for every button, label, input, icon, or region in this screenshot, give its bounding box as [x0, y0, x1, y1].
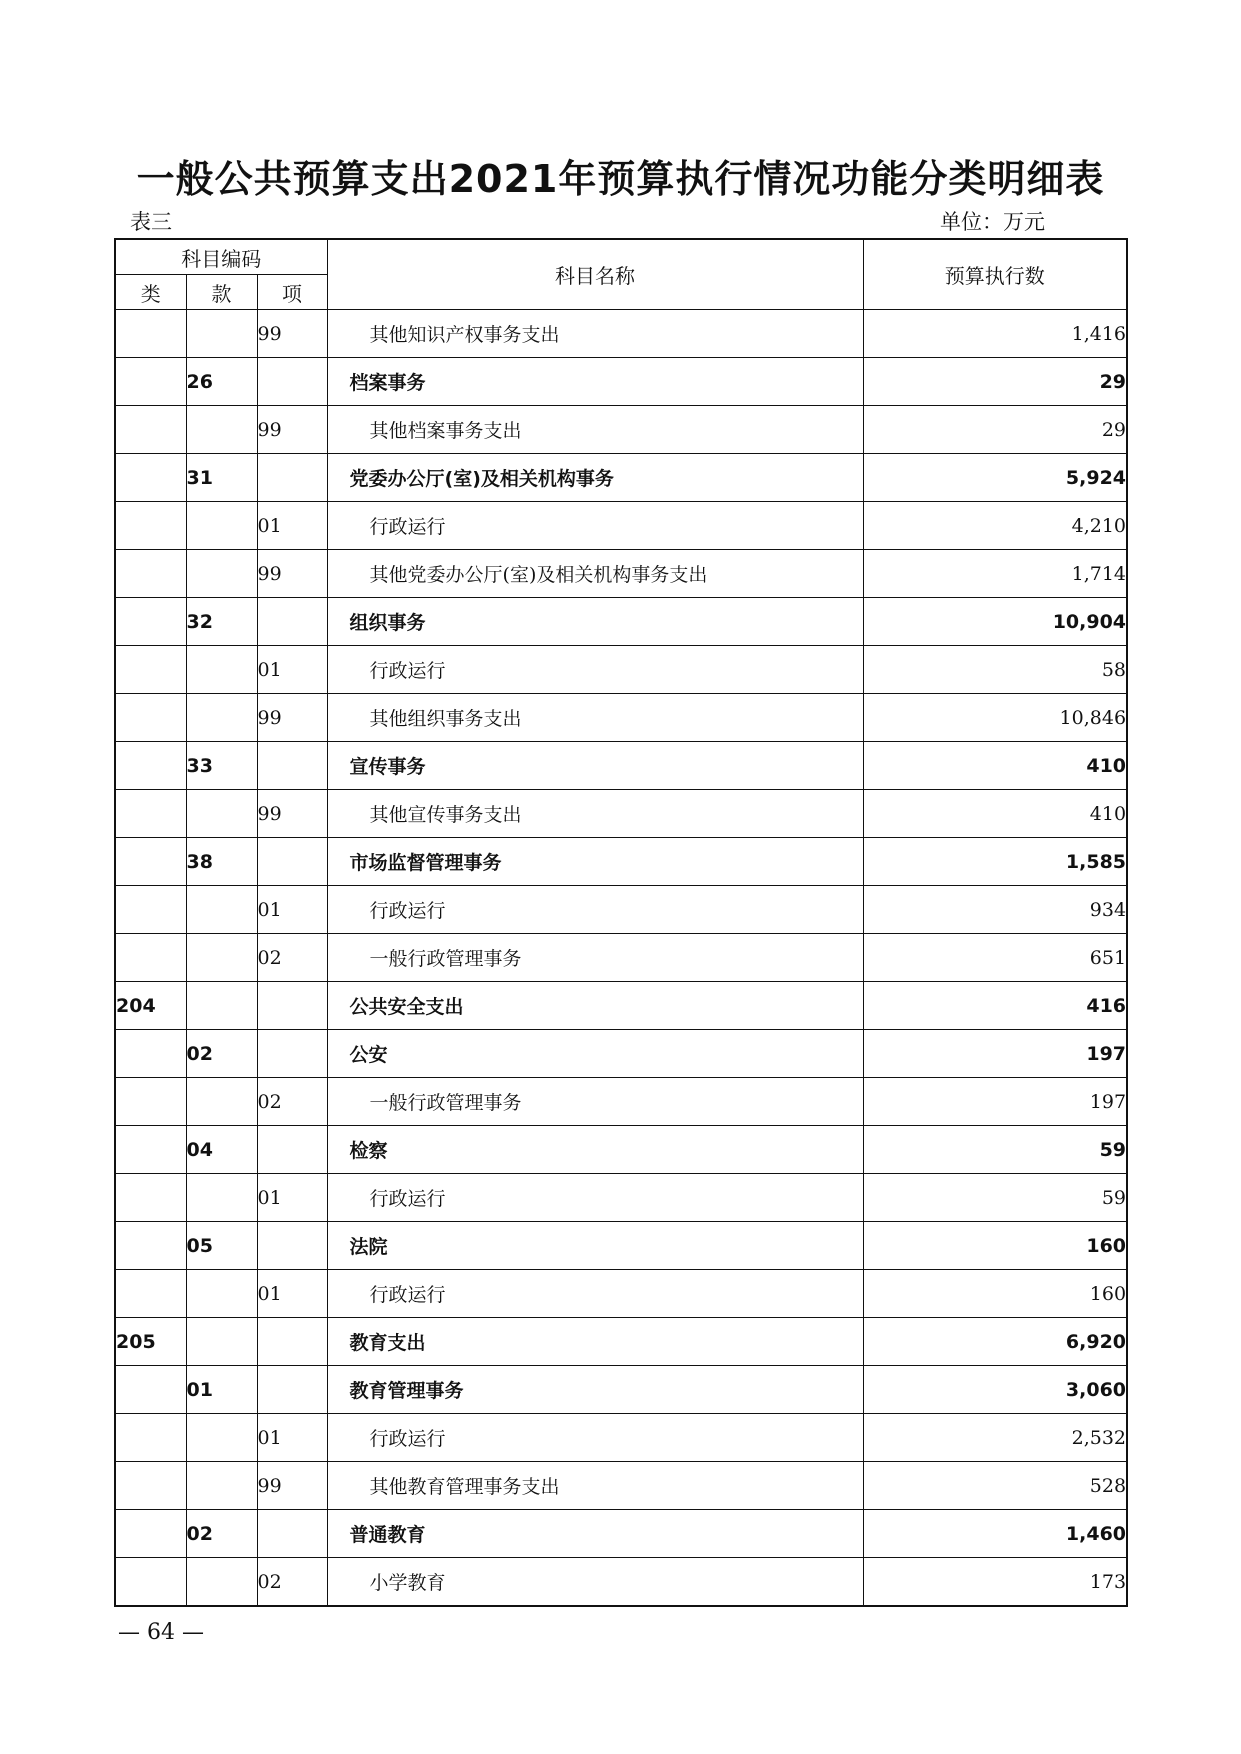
header-code-group: 科目编码	[115, 239, 327, 275]
cell-amount-text: 197	[1089, 1090, 1127, 1113]
cell-kuan-text: 02	[186, 1522, 213, 1545]
cell-amount	[863, 1558, 1127, 1607]
cell-lei	[115, 1318, 186, 1366]
cell-kuan	[186, 790, 257, 838]
cell-amount	[863, 454, 1127, 502]
cell-lei	[115, 550, 186, 598]
cell-xiang-text: 99	[257, 562, 282, 585]
cell-xiang	[257, 1174, 327, 1222]
cell-amount	[863, 358, 1127, 406]
cell-name	[327, 550, 863, 598]
table-row	[115, 1270, 1127, 1318]
cell-amount	[863, 1462, 1127, 1510]
table-row	[115, 598, 1127, 646]
cell-kuan	[186, 1174, 257, 1222]
cell-xiang	[257, 1510, 327, 1558]
cell-xiang-text: 99	[257, 1474, 282, 1497]
cell-name	[327, 1030, 863, 1078]
cell-name-text: 普通教育	[349, 1524, 426, 1546]
cell-name-text: 宣传事务	[349, 756, 426, 778]
cell-name-text: 行政运行	[369, 900, 446, 922]
cell-kuan-text: 05	[186, 1234, 213, 1257]
cell-amount	[863, 646, 1127, 694]
cell-amount-text: 934	[1089, 898, 1127, 921]
cell-xiang	[257, 1126, 327, 1174]
cell-lei	[115, 1174, 186, 1222]
cell-name	[327, 886, 863, 934]
cell-xiang	[257, 358, 327, 406]
cell-xiang	[257, 406, 327, 454]
cell-xiang	[257, 742, 327, 790]
table-row	[115, 1462, 1127, 1510]
cell-xiang	[257, 1318, 327, 1366]
page-number: — 64 —	[118, 1620, 204, 1645]
cell-kuan	[186, 742, 257, 790]
table-row	[115, 1030, 1127, 1078]
cell-amount-text: 1,416	[1071, 322, 1127, 345]
cell-name-text: 党委办公厅(室)及相关机构事务	[349, 468, 614, 490]
cell-kuan-text: 01	[186, 1378, 213, 1401]
cell-xiang	[257, 502, 327, 550]
cell-lei	[115, 934, 186, 982]
cell-name	[327, 1126, 863, 1174]
cell-xiang-text: 01	[257, 1282, 282, 1305]
cell-amount	[863, 742, 1127, 790]
cell-amount-text: 1,460	[1065, 1522, 1127, 1545]
table-row	[115, 790, 1127, 838]
cell-amount	[863, 1030, 1127, 1078]
cell-lei	[115, 454, 186, 502]
cell-amount	[863, 1222, 1127, 1270]
cell-amount-text: 6,920	[1065, 1330, 1127, 1353]
cell-amount-text: 416	[1086, 994, 1127, 1017]
cell-name	[327, 982, 863, 1030]
cell-xiang-text: 99	[257, 418, 282, 441]
cell-kuan	[186, 934, 257, 982]
cell-name-text: 其他宣传事务支出	[369, 804, 522, 826]
header-amount: 预算执行数	[863, 239, 1127, 310]
cell-xiang	[257, 1030, 327, 1078]
cell-lei	[115, 1366, 186, 1414]
cell-xiang	[257, 934, 327, 982]
cell-xiang-text: 02	[257, 1570, 282, 1593]
table-row	[115, 1126, 1127, 1174]
cell-name-text: 其他组织事务支出	[369, 708, 522, 730]
cell-name-text: 一般行政管理事务	[369, 948, 522, 970]
cell-name	[327, 1174, 863, 1222]
cell-kuan-text: 04	[186, 1138, 213, 1161]
page-title: 一般公共预算支出2021年预算执行情况功能分类明细表	[136, 157, 1105, 201]
cell-name-text: 法院	[349, 1236, 388, 1258]
cell-name-text: 其他党委办公厅(室)及相关机构事务支出	[369, 564, 708, 586]
cell-lei-text: 204	[116, 994, 156, 1017]
cell-lei	[115, 646, 186, 694]
cell-name	[327, 406, 863, 454]
cell-amount-text: 160	[1089, 1282, 1127, 1305]
cell-name	[327, 454, 863, 502]
cell-name-text: 教育支出	[349, 1332, 426, 1354]
cell-name-text: 一般行政管理事务	[369, 1092, 522, 1114]
cell-xiang-text: 01	[257, 898, 282, 921]
cell-xiang	[257, 454, 327, 502]
cell-kuan	[186, 1030, 257, 1078]
cell-amount	[863, 790, 1127, 838]
cell-lei	[115, 1558, 186, 1607]
cell-xiang	[257, 1462, 327, 1510]
cell-kuan	[186, 310, 257, 358]
cell-amount-text: 4,210	[1071, 514, 1127, 537]
cell-amount-text: 410	[1086, 754, 1127, 777]
cell-kuan-text: 26	[186, 370, 213, 393]
cell-amount	[863, 934, 1127, 982]
cell-lei	[115, 1414, 186, 1462]
cell-name-text: 市场监督管理事务	[349, 852, 502, 874]
cell-kuan	[186, 1270, 257, 1318]
cell-name	[327, 358, 863, 406]
cell-kuan	[186, 406, 257, 454]
cell-xiang	[257, 982, 327, 1030]
unit-label: 单位：万元	[940, 210, 1045, 234]
cell-name	[327, 790, 863, 838]
cell-xiang-text: 99	[257, 802, 282, 825]
table-row	[115, 1222, 1127, 1270]
cell-lei	[115, 358, 186, 406]
cell-kuan	[186, 646, 257, 694]
cell-lei	[115, 1030, 186, 1078]
cell-amount-text: 5,924	[1065, 466, 1127, 489]
cell-lei	[115, 1126, 186, 1174]
cell-amount	[863, 1318, 1127, 1366]
cell-name	[327, 742, 863, 790]
cell-xiang	[257, 550, 327, 598]
cell-name	[327, 1222, 863, 1270]
cell-amount	[863, 886, 1127, 934]
cell-kuan	[186, 838, 257, 886]
cell-xiang	[257, 838, 327, 886]
cell-amount	[863, 982, 1127, 1030]
cell-amount-text: 410	[1089, 802, 1127, 825]
cell-name-text: 公安	[349, 1044, 388, 1066]
table-row	[115, 1558, 1127, 1607]
cell-amount	[863, 1366, 1127, 1414]
cell-name	[327, 1462, 863, 1510]
cell-amount-text: 29	[1099, 370, 1127, 393]
table-body	[115, 310, 1127, 1607]
cell-lei	[115, 1462, 186, 1510]
cell-name	[327, 694, 863, 742]
cell-xiang-text: 01	[257, 658, 282, 681]
cell-lei	[115, 1270, 186, 1318]
cell-xiang	[257, 694, 327, 742]
cell-kuan	[186, 1558, 257, 1607]
table-row	[115, 502, 1127, 550]
cell-kuan	[186, 1510, 257, 1558]
cell-amount-text: 2,532	[1071, 1426, 1127, 1449]
cell-name-text: 公共安全支出	[349, 996, 464, 1018]
cell-xiang-text: 02	[257, 946, 282, 969]
cell-amount	[863, 1270, 1127, 1318]
cell-amount-text: 59	[1099, 1138, 1127, 1161]
cell-lei-text: 205	[116, 1330, 156, 1353]
cell-xiang-text: 01	[257, 1426, 282, 1449]
cell-amount-text: 10,904	[1052, 610, 1127, 633]
cell-lei	[115, 742, 186, 790]
cell-kuan	[186, 598, 257, 646]
table-row	[115, 310, 1127, 358]
cell-kuan	[186, 1078, 257, 1126]
header-kuan: 款	[186, 275, 257, 310]
cell-kuan-text: 33	[186, 754, 213, 777]
cell-amount-text: 59	[1101, 1186, 1127, 1209]
cell-amount	[863, 1510, 1127, 1558]
table-row	[115, 982, 1127, 1030]
cell-amount-text: 1,714	[1071, 562, 1127, 585]
cell-name-text: 档案事务	[349, 372, 426, 394]
header-xiang: 项	[257, 275, 327, 310]
table-row	[115, 838, 1127, 886]
cell-xiang-text: 01	[257, 514, 282, 537]
cell-xiang	[257, 1270, 327, 1318]
cell-xiang	[257, 1078, 327, 1126]
table-row	[115, 1510, 1127, 1558]
cell-name	[327, 1078, 863, 1126]
cell-xiang	[257, 598, 327, 646]
cell-name-text: 行政运行	[369, 660, 446, 682]
table-row	[115, 1078, 1127, 1126]
cell-name	[327, 934, 863, 982]
cell-xiang	[257, 310, 327, 358]
cell-kuan-text: 31	[186, 466, 213, 489]
cell-amount	[863, 838, 1127, 886]
table-row	[115, 1414, 1127, 1462]
table-row	[115, 406, 1127, 454]
cell-amount-text: 651	[1089, 946, 1127, 969]
cell-name-text: 行政运行	[369, 1284, 446, 1306]
cell-xiang-text: 02	[257, 1090, 282, 1113]
cell-kuan-text: 32	[186, 610, 213, 633]
cell-name-text: 小学教育	[369, 1572, 446, 1594]
header-lei: 类	[115, 275, 186, 310]
cell-lei	[115, 1222, 186, 1270]
table-row	[115, 742, 1127, 790]
cell-amount	[863, 694, 1127, 742]
cell-name	[327, 1318, 863, 1366]
cell-amount	[863, 1078, 1127, 1126]
cell-xiang	[257, 646, 327, 694]
cell-xiang	[257, 1222, 327, 1270]
cell-amount	[863, 1174, 1127, 1222]
cell-lei	[115, 310, 186, 358]
table-row	[115, 694, 1127, 742]
table-number: 表三	[130, 210, 172, 234]
table-row	[115, 886, 1127, 934]
cell-lei	[115, 406, 186, 454]
table-row	[115, 550, 1127, 598]
cell-amount	[863, 598, 1127, 646]
cell-amount	[863, 406, 1127, 454]
cell-kuan	[186, 358, 257, 406]
cell-kuan	[186, 1126, 257, 1174]
table-row	[115, 1366, 1127, 1414]
cell-name	[327, 1414, 863, 1462]
cell-kuan-text: 38	[186, 850, 213, 873]
table-header	[115, 239, 1127, 310]
cell-amount-text: 197	[1086, 1042, 1127, 1065]
cell-kuan	[186, 1414, 257, 1462]
cell-xiang-text: 01	[257, 1186, 282, 1209]
cell-name	[327, 838, 863, 886]
cell-amount-text: 58	[1101, 658, 1127, 681]
cell-name	[327, 1558, 863, 1607]
table-row	[115, 934, 1127, 982]
cell-name-text: 行政运行	[369, 516, 446, 538]
cell-kuan	[186, 1318, 257, 1366]
table-row	[115, 1318, 1127, 1366]
cell-xiang	[257, 1366, 327, 1414]
cell-amount	[863, 1414, 1127, 1462]
cell-amount-text: 1,585	[1065, 850, 1127, 873]
cell-kuan	[186, 1462, 257, 1510]
cell-amount-text: 173	[1089, 1570, 1127, 1593]
cell-lei	[115, 694, 186, 742]
cell-amount	[863, 1126, 1127, 1174]
cell-lei	[115, 598, 186, 646]
cell-lei	[115, 838, 186, 886]
cell-xiang-text: 99	[257, 322, 282, 345]
cell-xiang-text: 99	[257, 706, 282, 729]
cell-amount	[863, 310, 1127, 358]
cell-xiang	[257, 1558, 327, 1607]
cell-amount-text: 3,060	[1065, 1378, 1127, 1401]
cell-amount-text: 10,846	[1059, 706, 1127, 729]
cell-name	[327, 502, 863, 550]
cell-name-text: 组织事务	[349, 612, 426, 634]
table-row	[115, 646, 1127, 694]
cell-lei	[115, 1078, 186, 1126]
cell-name-text: 其他档案事务支出	[369, 420, 522, 442]
cell-amount	[863, 550, 1127, 598]
cell-name-text: 其他教育管理事务支出	[369, 1476, 560, 1498]
cell-xiang	[257, 886, 327, 934]
cell-kuan	[186, 1222, 257, 1270]
cell-name-text: 行政运行	[369, 1428, 446, 1450]
cell-name	[327, 1366, 863, 1414]
budget-table	[114, 238, 1128, 1607]
cell-amount-text: 160	[1086, 1234, 1127, 1257]
cell-kuan	[186, 550, 257, 598]
table-row	[115, 358, 1127, 406]
table-row	[115, 454, 1127, 502]
cell-xiang	[257, 790, 327, 838]
cell-name	[327, 646, 863, 694]
cell-name	[327, 1510, 863, 1558]
cell-lei	[115, 982, 186, 1030]
cell-amount-text: 29	[1101, 418, 1127, 441]
table-row	[115, 1174, 1127, 1222]
cell-name-text: 教育管理事务	[349, 1380, 464, 1402]
cell-xiang	[257, 1414, 327, 1462]
cell-kuan	[186, 1366, 257, 1414]
cell-kuan	[186, 982, 257, 1030]
cell-amount	[863, 502, 1127, 550]
cell-lei	[115, 790, 186, 838]
cell-kuan-text: 02	[186, 1042, 213, 1065]
cell-name	[327, 310, 863, 358]
cell-kuan	[186, 886, 257, 934]
cell-name	[327, 598, 863, 646]
cell-lei	[115, 886, 186, 934]
cell-lei	[115, 502, 186, 550]
cell-name-text: 检察	[349, 1140, 388, 1162]
cell-kuan	[186, 502, 257, 550]
cell-kuan	[186, 454, 257, 502]
cell-lei	[115, 1510, 186, 1558]
cell-name	[327, 1270, 863, 1318]
cell-kuan	[186, 694, 257, 742]
cell-name-text: 其他知识产权事务支出	[369, 324, 560, 346]
cell-name-text: 行政运行	[369, 1188, 446, 1210]
cell-amount-text: 528	[1089, 1474, 1127, 1497]
header-name: 科目名称	[327, 239, 863, 310]
